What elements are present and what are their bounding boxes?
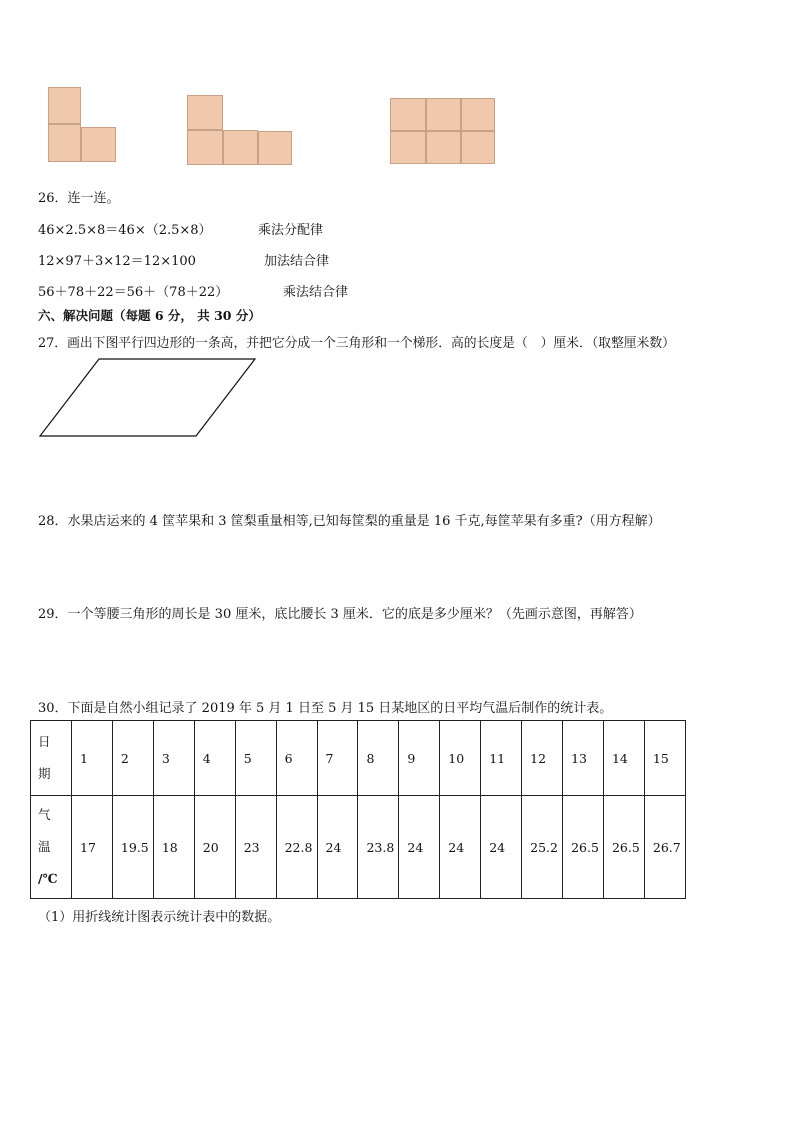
temp-cell: 26.7 bbox=[644, 796, 685, 899]
date-cell: 15 bbox=[644, 721, 685, 796]
table-row-temps bbox=[31, 796, 686, 899]
temperature-table bbox=[30, 720, 686, 899]
date-cell: 9 bbox=[399, 721, 440, 796]
square-tile bbox=[187, 130, 223, 165]
date-cell: 10 bbox=[440, 721, 481, 796]
temp-cell: 26.5 bbox=[603, 796, 644, 899]
square-tile bbox=[461, 131, 495, 164]
table-row-dates bbox=[31, 721, 686, 796]
temp-cell: 17 bbox=[72, 796, 113, 899]
date-cell: 5 bbox=[235, 721, 276, 796]
square-tile bbox=[258, 131, 292, 165]
temp-cell: 24 bbox=[481, 796, 522, 899]
date-cell: 7 bbox=[317, 721, 358, 796]
square-tile bbox=[390, 131, 426, 164]
q26-expr-3: 56＋78＋22＝56＋（78＋22） bbox=[38, 285, 229, 300]
temp-header-unit: /℃ bbox=[38, 871, 58, 886]
square-tile bbox=[48, 87, 81, 124]
q26-expr-1: 46×2.5×8＝46×（2.5×8） bbox=[38, 223, 212, 238]
square-tile bbox=[48, 124, 81, 162]
temp-cell: 26.5 bbox=[563, 796, 604, 899]
temp-cell: 18 bbox=[153, 796, 194, 899]
temp-cell: 23.8 bbox=[358, 796, 399, 899]
date-header-cell bbox=[31, 721, 72, 796]
square-tile bbox=[223, 130, 258, 165]
temp-cell: 20 bbox=[194, 796, 235, 899]
q26-expr-2: 12×97＋3×12＝12×100 bbox=[38, 254, 196, 269]
q30-sub1: （1）用折线统计图表示统计表中的数据。 bbox=[38, 910, 281, 925]
square-tile bbox=[461, 98, 495, 131]
q28-text: 28．水果店运来的 4 筐苹果和 3 筐梨重量相等,已知每筐梨的重量是 16 千克,每筐苹果有多重?（用方程解） bbox=[38, 514, 661, 529]
q26-law-2: 加法结合律 bbox=[264, 254, 330, 269]
q26-law-1: 乘法分配律 bbox=[258, 223, 324, 238]
temp-header-char: 温 bbox=[38, 839, 51, 854]
q29-text: 29．一个等腰三角形的周长是 30 厘米，底比腰长 3 厘米．它的底是多少厘米？（先画示意图，再解答） bbox=[38, 607, 642, 622]
date-cell: 1 bbox=[72, 721, 113, 796]
temp-cell: 25.2 bbox=[522, 796, 563, 899]
temp-cell: 22.8 bbox=[276, 796, 317, 899]
date-cell: 11 bbox=[481, 721, 522, 796]
square-tile bbox=[390, 98, 426, 131]
date-header-char: 期 bbox=[38, 766, 51, 781]
date-cell: 14 bbox=[603, 721, 644, 796]
date-cell: 13 bbox=[563, 721, 604, 796]
date-cell: 12 bbox=[522, 721, 563, 796]
temp-cell: 24 bbox=[399, 796, 440, 899]
temp-cell: 24 bbox=[317, 796, 358, 899]
q30-title: 30．下面是自然小组记录了 2019 年 5 月 1 日至 5 月 15 日某地区的日平均气温后制作的统计表。 bbox=[38, 701, 613, 716]
q26-law-3: 乘法结合律 bbox=[283, 285, 349, 300]
temp-cell: 19.5 bbox=[112, 796, 153, 899]
date-header-char: 日 bbox=[38, 734, 51, 749]
q26-title: 26．连一连。 bbox=[38, 191, 120, 206]
square-tile bbox=[81, 127, 116, 162]
square-tile bbox=[426, 131, 461, 164]
temp-cell: 24 bbox=[440, 796, 481, 899]
section-heading: 六、解决问题（每题 6 分， 共 30 分） bbox=[38, 308, 261, 323]
square-tile bbox=[187, 95, 223, 130]
temp-header-char: 气 bbox=[38, 807, 51, 822]
date-cell: 4 bbox=[194, 721, 235, 796]
date-cell: 8 bbox=[358, 721, 399, 796]
date-cell: 6 bbox=[276, 721, 317, 796]
temp-cell: 23 bbox=[235, 796, 276, 899]
date-cell: 2 bbox=[112, 721, 153, 796]
temp-header-cell bbox=[31, 796, 72, 899]
q27-text: 27．画出下图平行四边形的一条高，并把它分成一个三角形和一个梯形．高的长度是（ ）厘米．（取整厘米数） bbox=[38, 336, 675, 351]
parallelogram-figure bbox=[36, 356, 260, 440]
square-tile bbox=[426, 98, 461, 131]
date-cell: 3 bbox=[153, 721, 194, 796]
